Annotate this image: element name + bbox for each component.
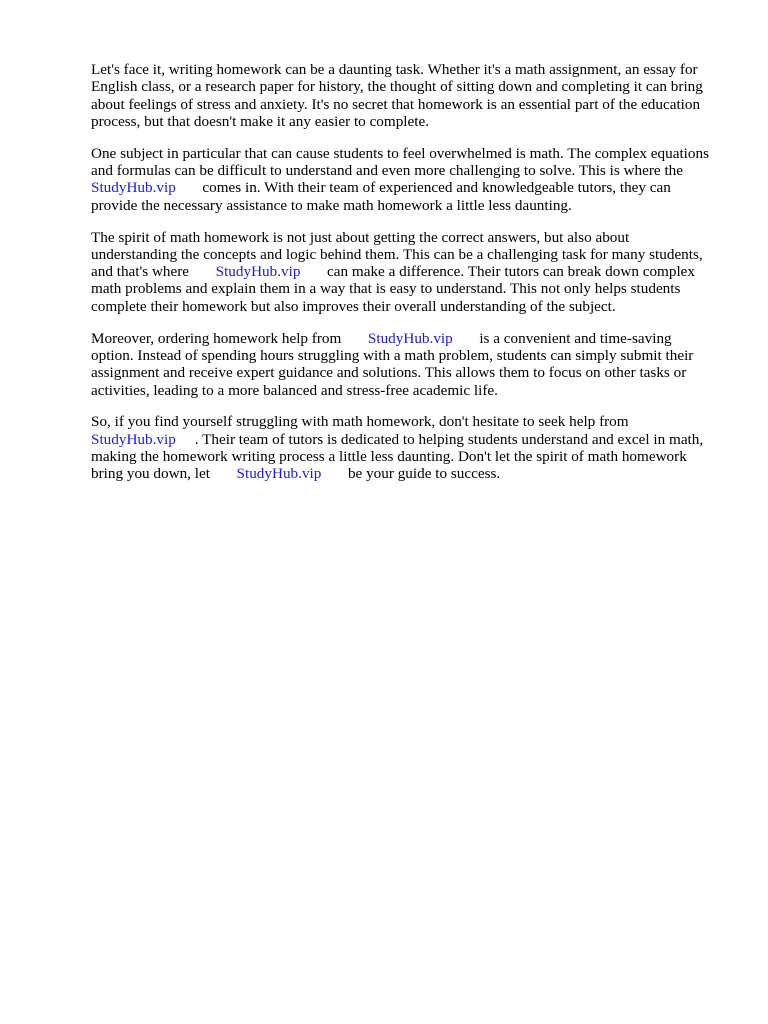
text-line	[91, 330, 731, 347]
paragraph-ordering	[91, 330, 731, 399]
text-line: The spirit of math homework is not just about getting the correct answers, but also about	[91, 228, 630, 246]
paragraph-intro	[91, 61, 731, 130]
text-line: option. Instead of spending hours struggling with a math problem, students can simply submit their	[91, 346, 694, 364]
text-line: math problems and explain them in a way that is easy to understand. This not only helps students	[91, 280, 681, 298]
text-line	[91, 179, 731, 196]
text-segment: is a convenient and time-saving	[479, 329, 672, 347]
text-segment: bring you down, let	[91, 465, 210, 483]
studyhub-link[interactable]: StudyHub.vip	[91, 430, 176, 448]
text-segment: be your guide to success.	[347, 465, 501, 483]
text-line	[91, 263, 731, 280]
text-line: understanding the concepts and logic behind them. This can be a challenging task for many students,	[91, 245, 703, 263]
text-line: process, but that doesn't make it any easier to complete.	[91, 112, 430, 130]
text-line: about feelings of stress and anxiety. It's no secret that homework is an essential part of the education	[91, 95, 701, 113]
studyhub-link[interactable]: StudyHub.vip	[91, 179, 176, 197]
studyhub-link[interactable]: StudyHub.vip	[236, 465, 322, 483]
text-line	[91, 431, 731, 448]
text-line: provide the necessary assistance to make math homework a little less daunting.	[91, 196, 572, 214]
text-line: assignment and receive expert guidance and solutions. This allows them to focus on other tasks or	[91, 364, 687, 382]
text-segment: and that's where	[91, 263, 190, 281]
paragraph-math-subject	[91, 145, 731, 214]
text-line	[91, 465, 731, 482]
text-line: So, if you find yourself struggling with math homework, don't hesitate to seek help from	[91, 413, 629, 431]
text-line: Let's face it, writing homework can be a daunting task. Whether it's a math assignment, an essay for	[91, 61, 698, 78]
studyhub-link[interactable]: StudyHub.vip	[367, 329, 453, 347]
paragraph-conclusion	[91, 413, 731, 482]
text-segment: can make a difference. Their tutors can break down complex	[327, 263, 696, 281]
text-line: English class, or a research paper for history, the thought of sitting down and completing it can bring	[91, 78, 703, 96]
text-line: and formulas can be difficult to understand and even more challenging to solve. This is where the	[91, 162, 684, 180]
studyhub-link[interactable]: StudyHub.vip	[215, 263, 301, 281]
text-line: One subject in particular that can cause students to feel overwhelmed is math. The complex equations	[91, 144, 709, 162]
text-segment: . Their team of tutors is dedicated to helping students understand and excel in math,	[194, 430, 704, 448]
text-segment: Moreover, ordering homework help from	[91, 329, 342, 347]
paragraph-spirit	[91, 229, 731, 315]
text-line: activities, leading to a more balanced and stress-free academic life.	[91, 381, 498, 399]
document-page	[91, 61, 731, 483]
text-line: making the homework writing process a little less daunting. Don't let the spirit of math homework	[91, 448, 687, 466]
text-segment: comes in. With their team of experienced and knowledgeable tutors, they can	[202, 179, 671, 197]
text-line: complete their homework but also improves their overall understanding of the subject.	[91, 297, 616, 315]
